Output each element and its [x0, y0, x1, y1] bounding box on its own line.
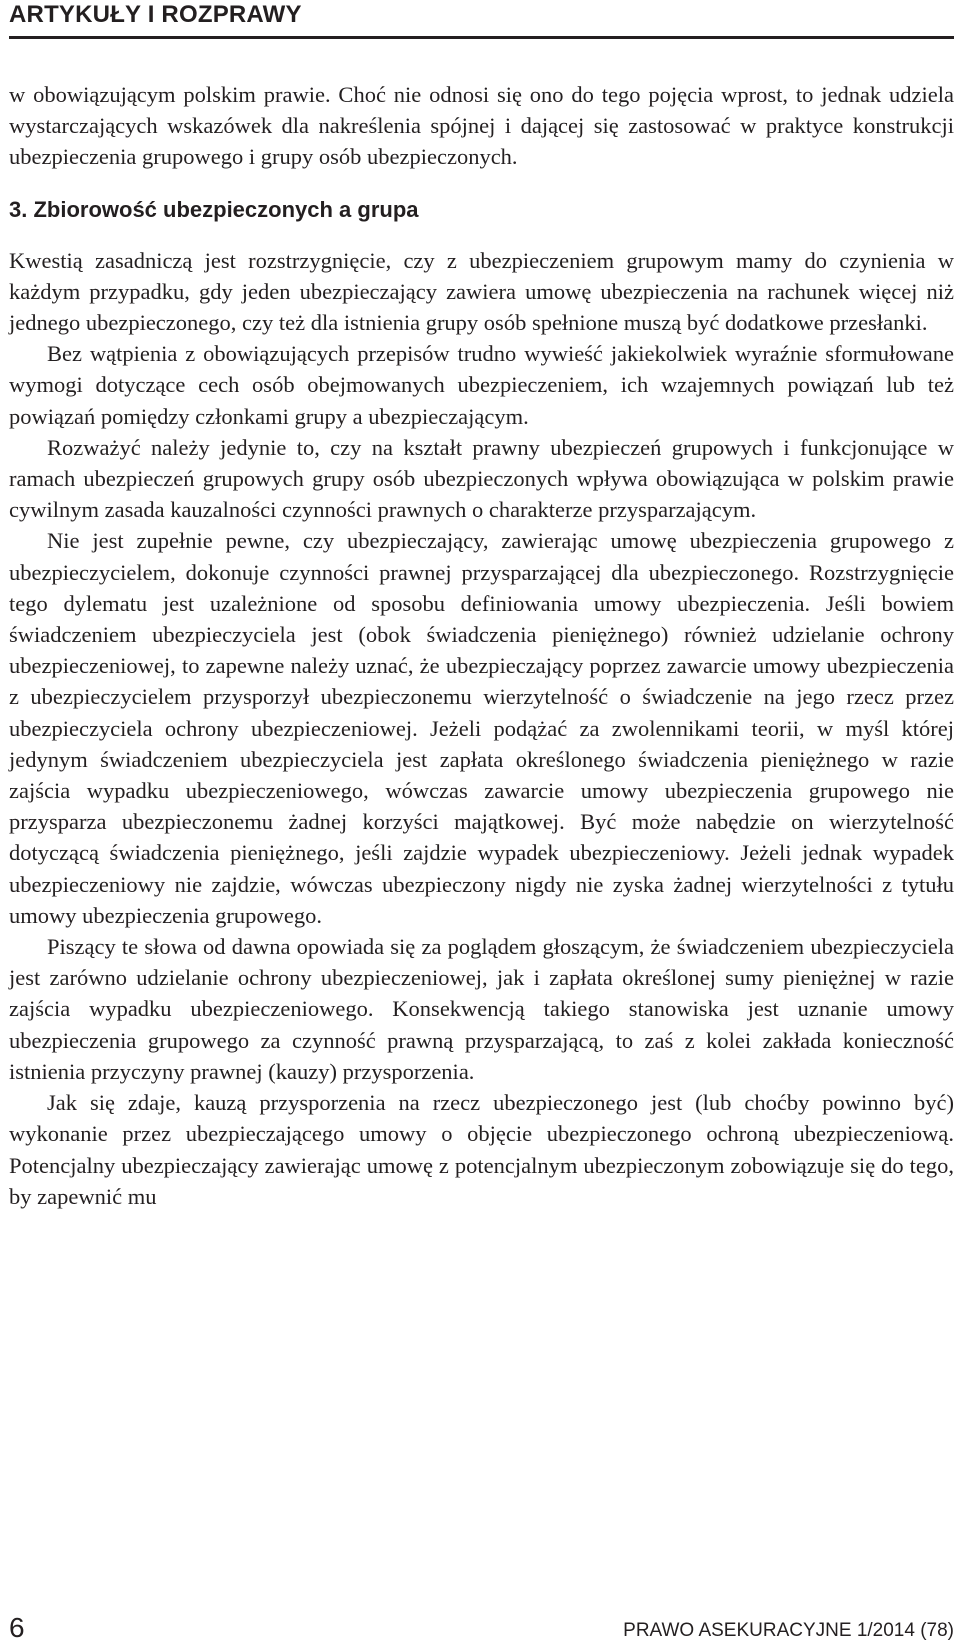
article-body — [9, 79, 954, 1212]
journal-issue: PRAWO ASEKURACYJNE 1/2014 (78) — [623, 1620, 954, 1641]
header-rule — [9, 36, 954, 39]
paragraph: Piszący te słowa od dawna opowiada się za poglądem głoszącym, że świadczeniem ubezpieczyciela jest zarówno udzielanie ochrony ubezpieczeniowej, jak i zapłata określonej sumy pieniężnej w razie zajścia wypadku ubezpieczeniowego. Konsekwencją takiego stanowiska jest uznanie umowy ubezpieczenia grupowego za czynność prawną przysparzającą, to zaś z kolei zakłada konieczność istnienia przyczyny prawnej (kauzy) przysporzenia. — [9, 934, 954, 1084]
paragraph: Bez wątpienia z obowiązujących przepisów trudno wywieść jakiekolwiek wyraźnie sformułowane wymogi dotyczące cech osób obejmowanych ubezpieczeniem, ich wzajemnych powiązań lub też powiązań pomiędzy członkami grupy a ubezpieczającym. — [9, 341, 954, 429]
page-number: 6 — [9, 1612, 25, 1643]
paragraph: Nie jest zupełnie pewne, czy ubezpieczający, zawierając umowę ubezpieczenia grupowego z ubezpieczycielem, dokonuje czynności prawnej przysparzającej dla ubezpieczonego. Rozstrzygnięcie tego dylematu jest uzależnione od sposobu definiowania umowy ubezpieczenia. Jeśli bowiem świadczeniem ubezpieczyciela jest (obok świadczenia pieniężnego) również udzielanie ochrony ubezpieczeniowej, to zapewne należy uznać, że ubezpieczający poprzez zawarcie umowy ubezpieczenia z ubezpieczycielem przysporzył ubezpieczonemu wierzytelność o świadczenie na jego rzecz przez ubezpieczyciela ochrony ubezpieczeniowej. Jeżeli podążać za zwolennikami teorii, w myśl której jedynym świadczeniem ubezpieczyciela jest zapłata określonego świadczenia pieniężnego w razie zajścia wypadku ubezpieczeniowego, wówczas zawarcie umowy ubezpieczenia grupowego nie przysparza ubezpieczonemu żadnej korzyści majątkowej. Być może nabędzie on wierzytelność dotyczącą świadczenia pieniężnego, jeśli zajdzie wypadek ubezpieczeniowy. Jeżeli jednak wypadek ubezpieczeniowy nie zajdzie, wówczas ubezpieczony nigdy nie zyska żadnej wierzytelności z tytułu umowy ubezpieczenia grupowego. — [9, 528, 954, 928]
paragraph: Jak się zdaje, kauzą przysporzenia na rzecz ubezpieczonego jest (lub choćby powinno być) wykonanie przez ubezpieczającego umowy o objęcie ubezpieczonego ochroną ubezpieczeniową. Potencjalny ubezpieczający zawierając umowę z potencjalnym ubezpieczonym zobowiązuje się do tego, by zapewnić mu — [9, 1090, 954, 1209]
intro-paragraph: w obowiązującym polskim prawie. Choć nie odnosi się ono do tego pojęcia wprost, to jednak udziela wystarczających wskazówek dla nakreślenia spójnej i dającej się zastosować w praktyce konstrukcji ubezpieczenia grupowego i grupy osób ubezpieczonych. — [9, 82, 954, 170]
section-heading: 3. Zbiorowość ubezpieczonych a grupa — [9, 196, 419, 222]
paragraph: Rozważyć należy jedynie to, czy na kształt prawny ubezpieczeń grupowych i funkcjonujące w ramach ubezpieczeń grupowych grupy osób ubezpieczonych wpływa obowiązująca w polskim prawie cywilnym zasada kauzalności czynności prawnych o charakterze przysparzającym. — [9, 434, 954, 523]
paragraph: Kwestią zasadniczą jest rozstrzygnięcie, czy z ubezpieczeniem grupowym mamy do czynienia w każdym przypadku, gdy jeden ubezpieczający zawiera umowę ubezpieczenia na rachunek więcej niż jednego ubezpieczonego, czy też dla istnienia grupy osób spełnione muszą być dodatkowe przesłanki. — [9, 247, 954, 336]
running-head: ARTYKUŁY I ROZPRAWY — [9, 1, 302, 28]
